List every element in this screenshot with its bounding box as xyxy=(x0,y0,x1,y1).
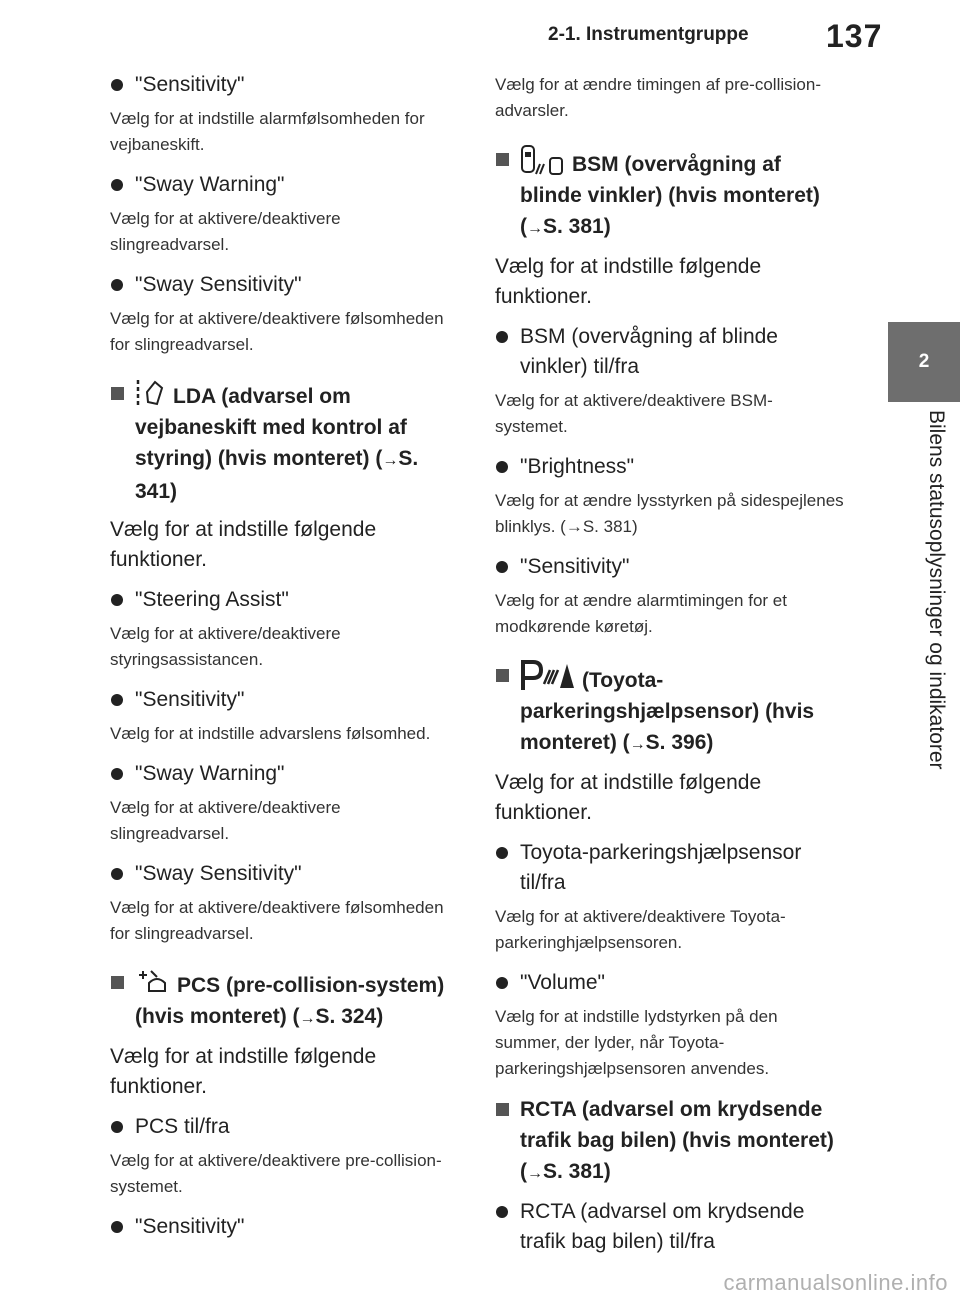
list-item: PCS til/fra xyxy=(110,1112,460,1142)
bullet-icon xyxy=(111,1221,123,1233)
description: Vælg for at aktivere/deaktivere slingreadvarsel. xyxy=(110,209,341,254)
bullet-icon xyxy=(496,461,508,473)
list-item: "Sensitivity" xyxy=(110,1212,460,1242)
list-item: "Sway Warning" xyxy=(110,170,460,200)
description: Vælg for at aktivere/deaktivere styringsassistancen. xyxy=(110,624,341,669)
left-column xyxy=(110,70,460,1242)
bullet-icon xyxy=(111,1121,123,1133)
body-text: Vælg for at indstille følgende funktioner. xyxy=(495,255,762,308)
bullet-icon xyxy=(111,594,123,606)
description: Vælg for at indstille alarmfølsomheden for vejbaneskift. xyxy=(110,109,425,154)
description: Vælg for at indstille lydstyrken på den summer, der lyder, når Toyota-parkeringshjælpsensoren anvendes. xyxy=(495,1007,778,1078)
right-column xyxy=(495,70,845,1257)
square-bullet-icon xyxy=(111,976,124,989)
list-item: BSM (overvågning af blinde vinkler) til/fra xyxy=(495,322,845,382)
bullet-icon xyxy=(111,179,123,191)
list-item: "Brightness" xyxy=(495,452,845,482)
body-text: Vælg for at indstille følgende funktioner. xyxy=(110,518,377,571)
lda-icon xyxy=(135,378,167,408)
description: Vælg for at aktivere/deaktivere slingreadvarsel. xyxy=(110,798,341,843)
list-item: "Sway Warning" xyxy=(110,759,460,789)
bullet-icon xyxy=(496,977,508,989)
description: Vælg for at aktivere/deaktivere BSM-systemet. xyxy=(495,391,773,436)
parking-sensor-icon xyxy=(520,660,576,692)
pcs-icon xyxy=(135,967,171,997)
bullet-icon xyxy=(111,768,123,780)
square-bullet-icon xyxy=(496,1103,509,1116)
list-item: RCTA (advarsel om krydsende trafik bag bilen) til/fra xyxy=(495,1197,845,1257)
list-item: "Sway Sensitivity" xyxy=(110,270,460,300)
section-heading-pcs: PCS (pre-collision-system) (hvis monteret) (→S. 324) xyxy=(110,967,460,1034)
section-heading-parking: (Toyota-parkeringshjælpsensor) (hvis monteret) (→S. 396) xyxy=(495,660,845,760)
section-heading-bsm: BSM (overvågning af blinde vinkler) (hvis monteret) (→S. 381) xyxy=(495,144,845,244)
list-item: "Steering Assist" xyxy=(110,585,460,615)
chapter-tab xyxy=(888,322,960,402)
list-item: "Sway Sensitivity" xyxy=(110,859,460,889)
body-text: Vælg for at indstille følgende funktioner. xyxy=(110,1045,377,1098)
bullet-icon xyxy=(496,1206,508,1218)
list-item: "Sensitivity" xyxy=(495,552,845,582)
square-bullet-icon xyxy=(496,153,509,166)
list-item: "Volume" xyxy=(495,968,845,998)
description: Vælg for at aktivere/deaktivere pre-collision-systemet. xyxy=(110,1151,442,1196)
bullet-icon xyxy=(496,561,508,573)
chapter-title: Bilens statusoplysninger og indikatorer xyxy=(925,410,948,770)
description: Vælg for at aktivere/deaktivere følsomheden for slingreadvarsel. xyxy=(110,309,444,354)
chapter-number: 2 xyxy=(918,351,930,372)
body-text: Vælg for at indstille følgende funktioner. xyxy=(495,771,762,824)
bsm-icon xyxy=(520,144,566,176)
bullet-icon xyxy=(111,79,123,91)
list-item: "Sensitivity" xyxy=(110,70,460,100)
description: Vælg for at ændre alarmtimingen for et modkørende køretøj. xyxy=(495,591,787,636)
bullet-icon xyxy=(111,694,123,706)
list-item: Toyota-parkeringshjælpsensor til/fra xyxy=(495,838,845,898)
description: Vælg for at indstille advarslens følsomhed. xyxy=(110,724,431,743)
bullet-icon xyxy=(496,847,508,859)
bullet-icon xyxy=(111,868,123,880)
description: Vælg for at ændre timingen af pre-collision-advarsler. xyxy=(495,75,821,120)
section-heading-lda: LDA (advarsel om vejbaneskift med kontrol af styring) (hvis monteret) (→S. 341) xyxy=(110,378,460,507)
description: Vælg for at aktivere/deaktivere Toyota-parkeringhjælpsensoren. xyxy=(495,907,786,952)
page-number: 137 xyxy=(826,18,883,54)
section-heading-rcta: RCTA (advarsel om krydsende trafik bag bilen) (hvis monteret) (→S. 381) xyxy=(495,1094,845,1189)
description: Vælg for at ændre lysstyrken på sidespejlenes blinklys. (→S. 381) xyxy=(495,491,844,536)
list-item: "Sensitivity" xyxy=(110,685,460,715)
square-bullet-icon xyxy=(111,387,124,400)
footer-watermark: carmanualsonline.info xyxy=(723,1270,948,1295)
bullet-icon xyxy=(496,331,508,343)
description: Vælg for at aktivere/deaktivere følsomheden for slingreadvarsel. xyxy=(110,898,444,943)
bullet-icon xyxy=(111,279,123,291)
square-bullet-icon xyxy=(496,669,509,682)
section-title: 2-1. Instrumentgruppe xyxy=(548,24,749,45)
